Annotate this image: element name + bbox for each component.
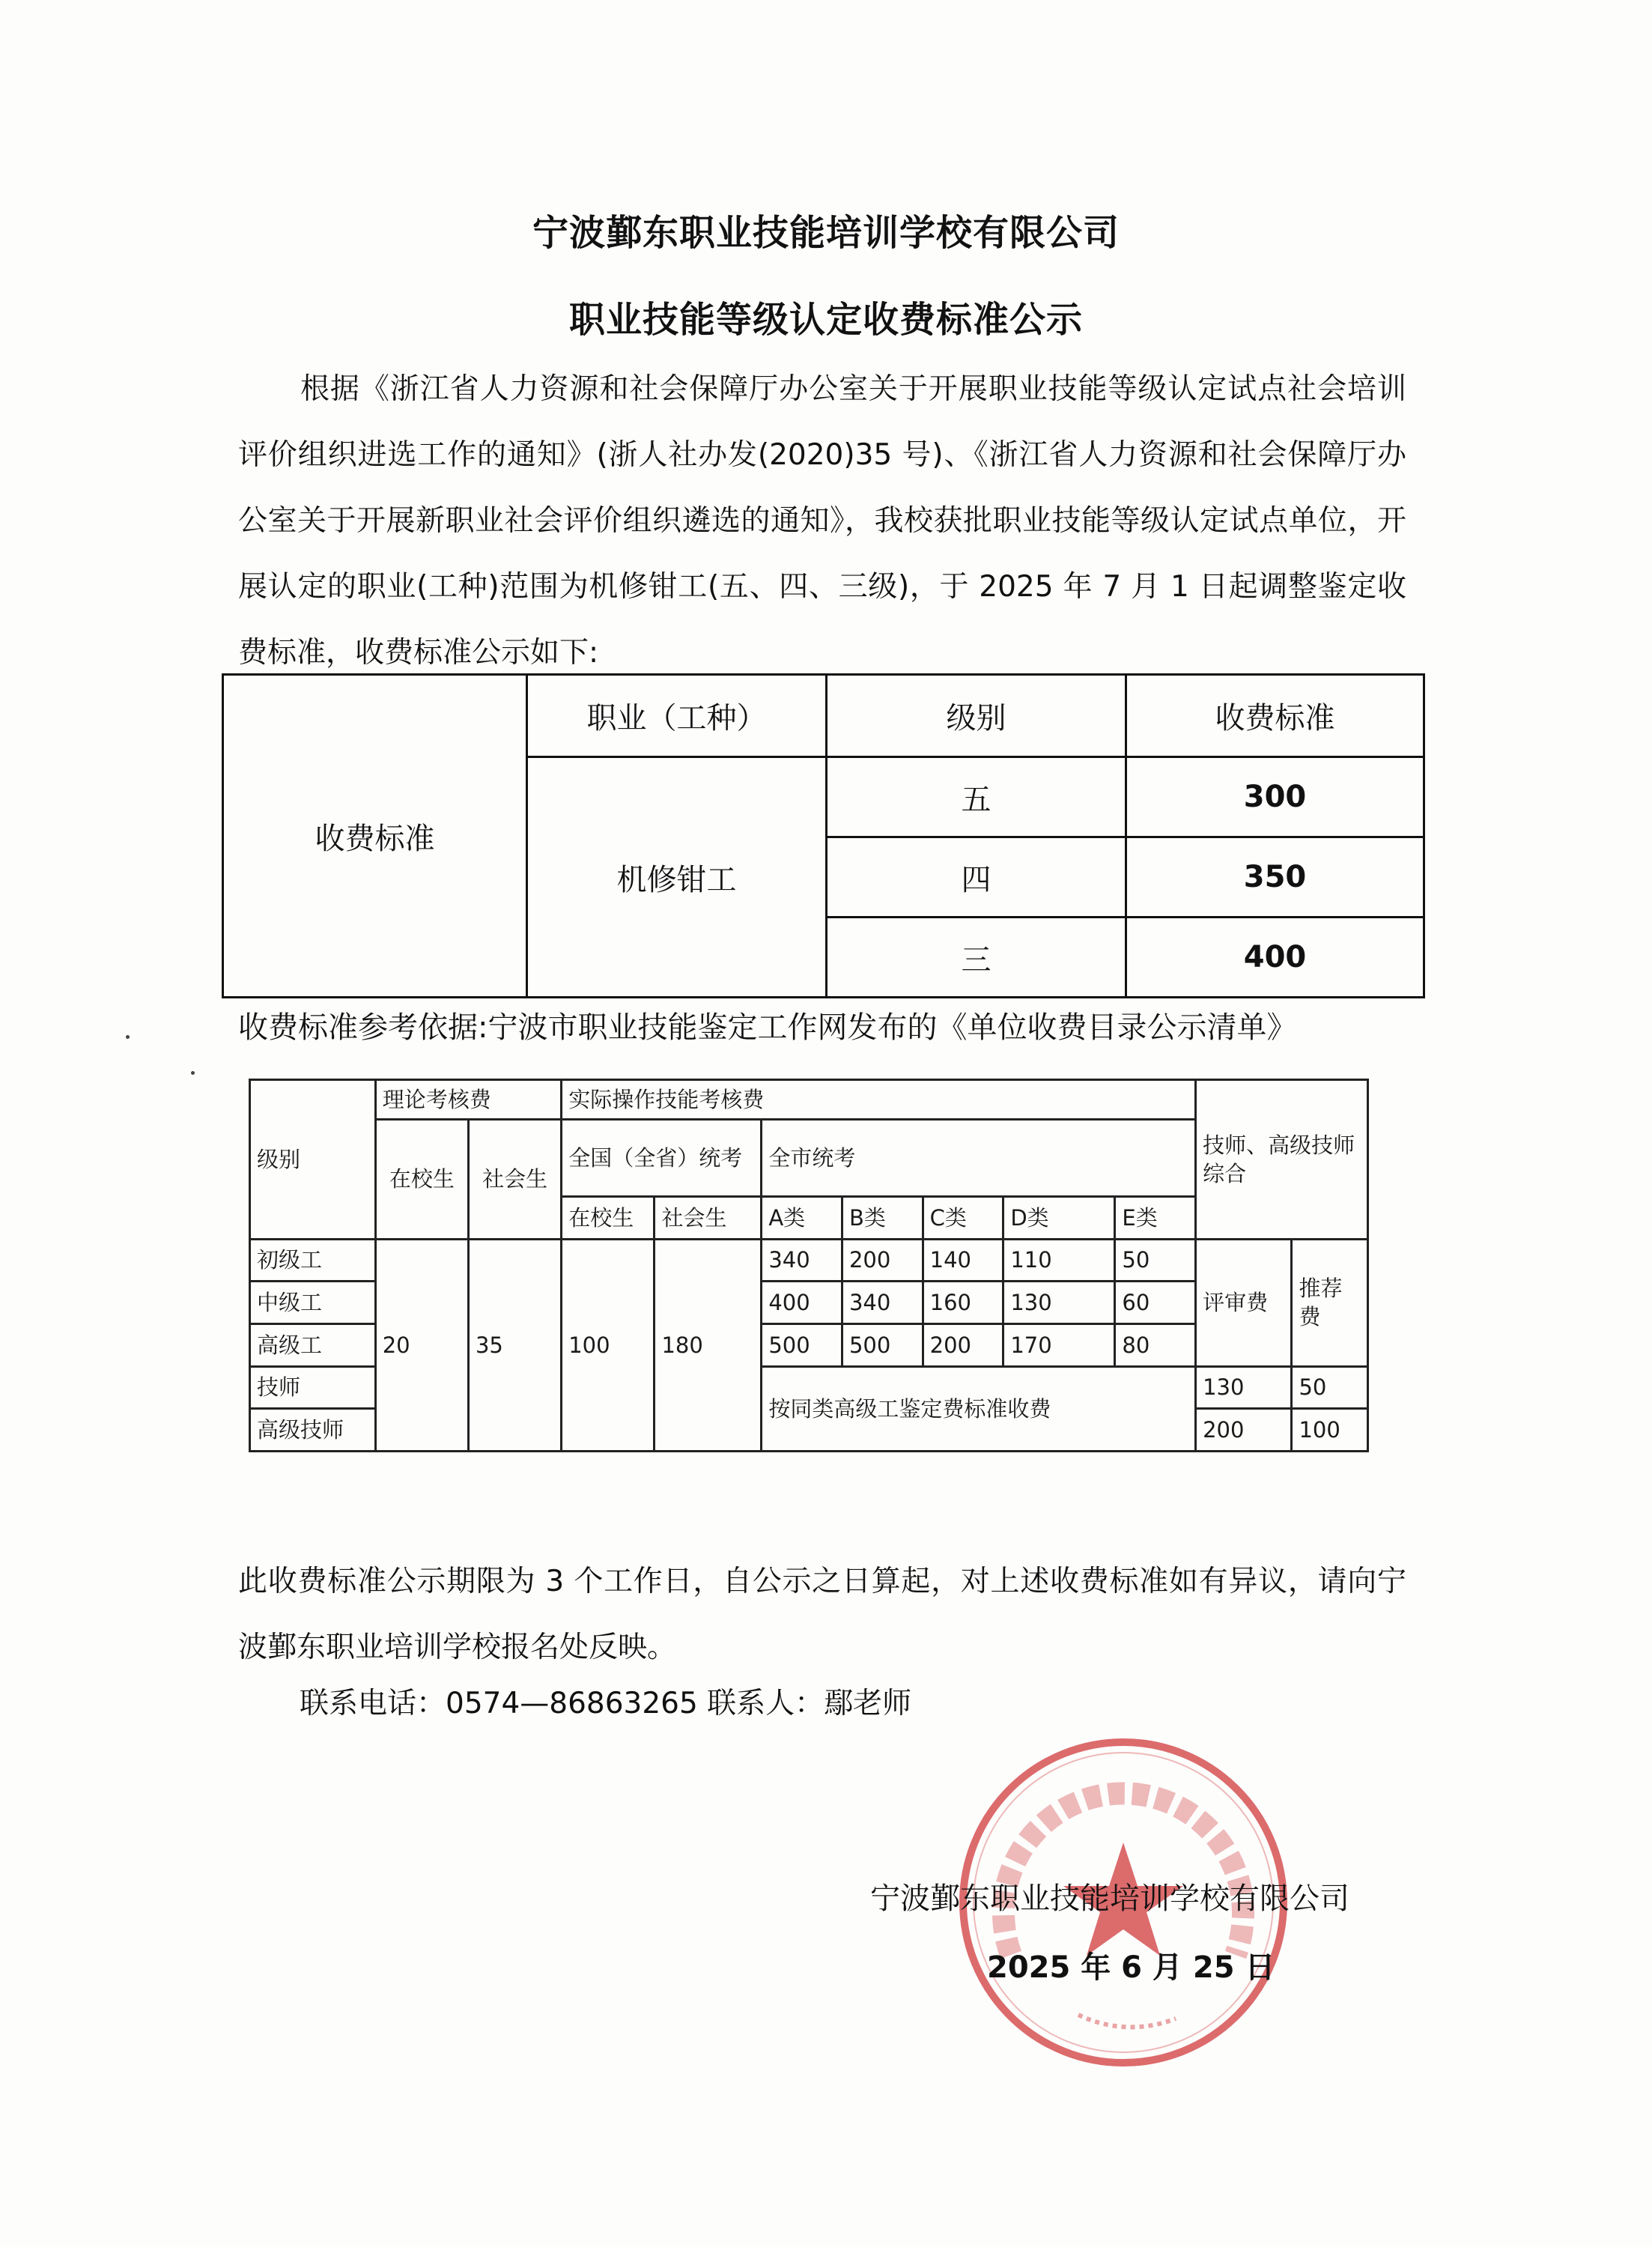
ref-national-in-school: 100 xyxy=(562,1239,655,1451)
ref-header-technician: 技师、高级技师综合 xyxy=(1196,1080,1368,1240)
ref-header-level: 级别 xyxy=(250,1080,376,1240)
ref-cell: 130 xyxy=(1003,1282,1115,1324)
fee-table-fee: 400 xyxy=(1126,918,1424,998)
fee-table-fee: 300 xyxy=(1126,757,1424,837)
ref-theory-social: 35 xyxy=(468,1239,561,1451)
ref-cell: 340 xyxy=(842,1282,923,1324)
ref-cell: 110 xyxy=(1003,1239,1115,1282)
company-title: 宁波鄞东职业技能培训学校有限公司 xyxy=(532,212,1120,254)
publicity-period-paragraph: 此收费标准公示期限为 3 个工作日，自公示之日算起，对上述收费标准如有异议，请向宁波鄞东职业培训学校报名处反映。 xyxy=(238,1565,1406,1664)
scan-speck xyxy=(126,1035,130,1039)
ref-header-class-c: C类 xyxy=(923,1196,1003,1239)
ref-cell: 80 xyxy=(1115,1323,1196,1366)
reference-basis: 收费标准参考依据:宁波市职业技能鉴定工作网发布的《单位收费目录公示清单》 xyxy=(238,1010,1297,1045)
ref-cell: 200 xyxy=(842,1239,923,1282)
contact-phone: 联系电话：0574—86863265 xyxy=(300,1687,698,1720)
ref-cell: 200 xyxy=(1196,1409,1292,1452)
signature-company: 宁波鄞东职业技能培训学校有限公司 xyxy=(870,1881,1349,1916)
ref-cell: 100 xyxy=(1292,1409,1368,1452)
ref-cell: 60 xyxy=(1115,1282,1196,1324)
ref-header-practical: 实际操作技能考核费 xyxy=(562,1080,1196,1120)
ref-header-social: 社会生 xyxy=(468,1119,561,1239)
ref-cell: 50 xyxy=(1115,1239,1196,1282)
fee-table-occupation: 机修钳工 xyxy=(527,757,827,998)
scan-speck xyxy=(191,1071,195,1075)
ref-cell: 130 xyxy=(1196,1366,1292,1409)
ref-header-class-b: B类 xyxy=(842,1196,923,1239)
notice-title: 职业技能等级认定收费标准公示 xyxy=(568,299,1083,341)
ref-header-national: 全国（全省）统考 xyxy=(562,1119,762,1196)
ref-cell: 340 xyxy=(762,1239,842,1282)
ref-cell: 400 xyxy=(762,1282,842,1324)
intro-paragraph xyxy=(238,357,1406,686)
ref-row-level: 初级工 xyxy=(250,1239,376,1282)
ref-cell: 500 xyxy=(762,1323,842,1366)
ref-header-class-a: A类 xyxy=(762,1196,842,1239)
ref-header-citywide: 全市统考 xyxy=(762,1119,1196,1196)
contact-line xyxy=(300,1678,911,1730)
signature-date: 2025 年 6 月 25 日 xyxy=(987,1950,1275,1985)
ref-row-level: 技师 xyxy=(250,1366,376,1409)
ref-cell: 500 xyxy=(842,1323,923,1366)
ref-cell: 50 xyxy=(1292,1366,1368,1409)
ref-theory-in-school: 20 xyxy=(375,1239,468,1451)
ref-cell: 140 xyxy=(923,1239,1003,1282)
fee-table-header-level: 级别 xyxy=(827,675,1126,757)
ref-cell: 200 xyxy=(923,1323,1003,1366)
ref-header-social: 社会生 xyxy=(655,1196,762,1239)
ref-header-in-school: 在校生 xyxy=(375,1119,468,1239)
fee-table-row-label: 收费标准 xyxy=(223,675,527,998)
ref-technician-note: 按同类高级工鉴定费标准收费 xyxy=(762,1366,1196,1451)
ref-row-level: 高级技师 xyxy=(250,1409,376,1452)
intro-text: 根据《浙江省人力资源和社会保障厅办公室关于开展职业技能等级认定试点社会培训评价组织进选工作的通知》(浙人社办发(2020)35 号)、《浙江省人力资源和社会保障厅办公室关于开展新职业社会评价组织遴选的通知》，我校获批职业技能等级认定试点单位，开展认定的职业(工种)范围为机修钳工(五、四、三级)，于 2025 年 7 月 1 日起调整鉴定收费标准，收费标准公示如下: xyxy=(238,372,1406,670)
fee-table-level: 四 xyxy=(827,837,1126,918)
ref-review-fee-label: 评审费 xyxy=(1196,1239,1292,1366)
ref-recommend-fee-label: 推荐费 xyxy=(1292,1239,1368,1366)
fee-table-header-fee: 收费标准 xyxy=(1126,675,1424,757)
ref-row-level: 高级工 xyxy=(250,1323,376,1366)
ref-header-theory: 理论考核费 xyxy=(375,1080,561,1120)
ref-header-in-school: 在校生 xyxy=(562,1196,655,1239)
ref-header-class-d: D类 xyxy=(1003,1196,1115,1239)
ref-cell: 160 xyxy=(923,1282,1003,1324)
reference-fee-table xyxy=(249,1079,1369,1452)
fee-table-fee: 350 xyxy=(1126,837,1424,918)
fee-standard-table xyxy=(222,673,1425,998)
ref-national-social: 180 xyxy=(655,1239,762,1451)
fee-table-level: 三 xyxy=(827,918,1126,998)
fee-table-level: 五 xyxy=(827,757,1126,837)
contact-person: 联系人：鄢老师 xyxy=(707,1687,912,1720)
ref-row-level: 中级工 xyxy=(250,1282,376,1324)
ref-header-class-e: E类 xyxy=(1115,1196,1196,1239)
fee-table-header-occupation: 职业（工种） xyxy=(527,675,827,757)
ref-cell: 170 xyxy=(1003,1323,1115,1366)
